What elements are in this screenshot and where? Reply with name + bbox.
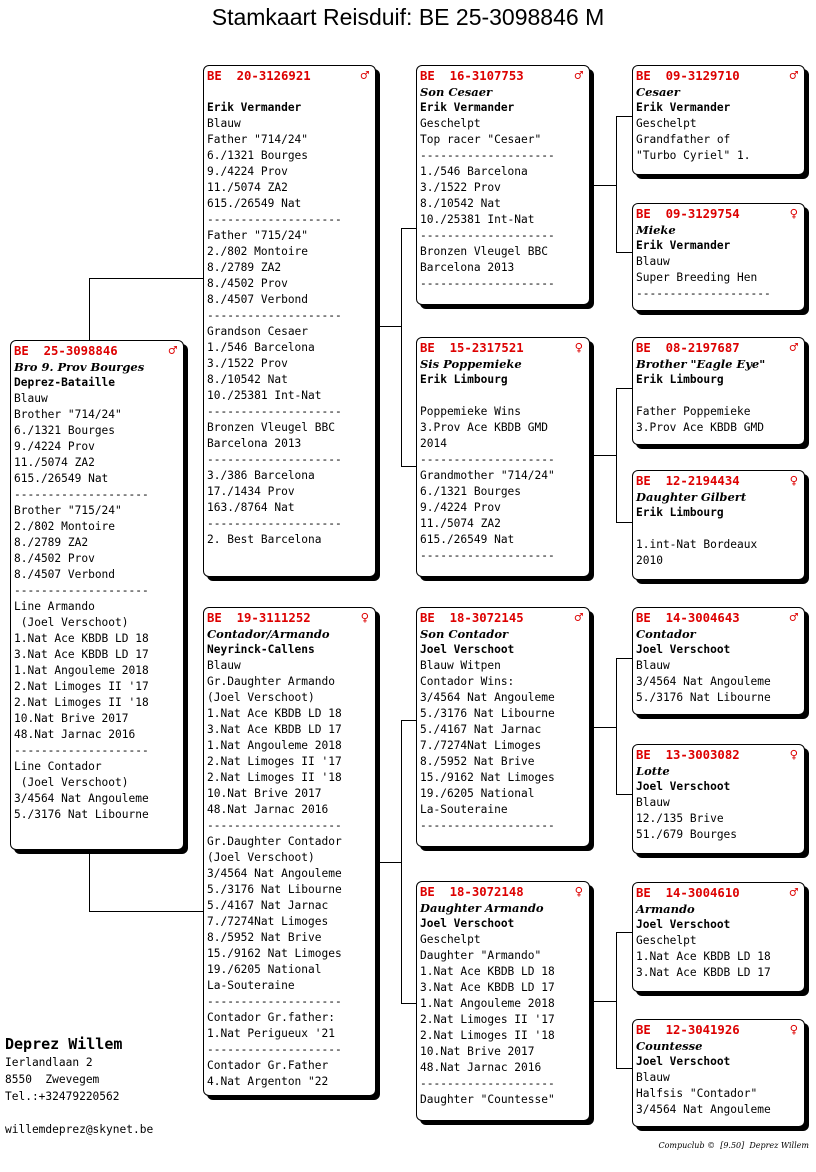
breeder-name: Erik Limbourg xyxy=(636,373,724,386)
card-line: 3.Nat Ace KBDB LD 17 xyxy=(14,648,149,661)
card-line: Gr.Daughter Armando xyxy=(207,675,335,688)
male-icon: ♂ xyxy=(789,610,798,626)
card-line: -------------------- xyxy=(420,149,555,162)
card-line: 15./9162 Nat Limoges xyxy=(420,771,555,784)
pigeon-card-fff xyxy=(632,65,805,175)
card-line: (Joel Verschoot) xyxy=(207,851,315,864)
card-line: 4.Nat Argenton "22 xyxy=(207,1075,329,1088)
card-line xyxy=(636,521,800,537)
card-line: -------------------- xyxy=(207,213,342,226)
connector-line xyxy=(616,794,633,795)
card-line: Blauw xyxy=(636,255,670,268)
card-line: -------------------- xyxy=(420,549,555,562)
card-line: 1.Nat Angouleme 2018 xyxy=(14,664,149,677)
ring-number xyxy=(636,885,800,901)
connector-line xyxy=(590,1001,616,1002)
ring-number-text: BE 18-3072148 xyxy=(420,885,524,899)
male-icon: ♂ xyxy=(789,340,798,356)
female-icon: ♀ xyxy=(789,747,798,763)
connector-line xyxy=(89,850,90,912)
footer-credit: Compuclub © [9.50] Deprez Willem xyxy=(658,1141,809,1150)
connector-line xyxy=(376,326,401,327)
owner-email: willemdeprez@skynet.be xyxy=(5,1123,154,1136)
card-line: -------------------- xyxy=(420,819,555,832)
pigeon-card-subject xyxy=(10,340,184,850)
card-line: 5./3176 Nat Libourne xyxy=(636,691,771,704)
ring-number xyxy=(636,610,800,626)
card-line: 8./4502 Prov xyxy=(207,277,288,290)
card-line: 3.Nat Ace KBDB LD 17 xyxy=(207,723,342,736)
card-line: Brother "715/24" xyxy=(14,504,122,517)
card-line: 6./1321 Bourges xyxy=(207,149,309,162)
card-line: 3.Prov Ace KBDB GMD xyxy=(420,421,548,434)
card-line: 3.Prov Ace KBDB GMD xyxy=(636,421,764,434)
card-line: "Turbo Cyriel" 1. xyxy=(636,149,751,162)
card-line: 10./25381 Int-Nat xyxy=(420,213,535,226)
card-line: 2.Nat Limoges II '17 xyxy=(207,755,342,768)
card-line: Grandfather of xyxy=(636,133,731,146)
card-line: 1.Nat Ace KBDB LD 18 xyxy=(14,632,149,645)
ring-number-text: BE 14-3004643 xyxy=(636,611,740,625)
card-line: 19./6205 National xyxy=(420,787,535,800)
female-icon: ♀ xyxy=(360,610,369,626)
card-line: Daughter "Armando" xyxy=(420,949,542,962)
card-line: 10.Nat Brive 2017 xyxy=(420,1045,535,1058)
card-line: 1.Nat Ace KBDB LD 18 xyxy=(420,965,555,978)
card-line: 2010 xyxy=(636,554,663,567)
card-line: Father Poppemieke xyxy=(636,405,751,418)
breeder-name: Joel Verschoot xyxy=(420,643,515,656)
card-line xyxy=(420,388,585,404)
card-line: 8./10542 Nat xyxy=(420,197,501,210)
card-line: 3.Nat Ace KBDB LD 17 xyxy=(636,966,771,979)
card-line: -------------------- xyxy=(207,819,342,832)
card-line: -------------------- xyxy=(14,488,149,501)
male-icon: ♂ xyxy=(168,343,177,359)
ring-number xyxy=(420,884,585,900)
card-line: Blauw xyxy=(636,796,670,809)
card-line: 3/4564 Nat Angouleme xyxy=(207,867,342,880)
card-line: Daughter "Countesse" xyxy=(420,1093,555,1106)
card-line: (Joel Verschoot) xyxy=(14,776,129,789)
male-icon: ♂ xyxy=(360,68,369,84)
breeder-name: Joel Verschoot xyxy=(636,918,731,931)
owner-block xyxy=(5,1034,153,1138)
card-line: 17./1434 Prov xyxy=(207,485,295,498)
ring-number-text: BE 13-3003082 xyxy=(636,748,740,762)
ring-number xyxy=(420,68,585,84)
card-line: 615./26549 Nat xyxy=(14,472,109,485)
connector-line xyxy=(401,1003,417,1004)
card-line: Geschelpt xyxy=(636,934,697,947)
male-icon: ♂ xyxy=(789,885,798,901)
breeder-name: Joel Verschoot xyxy=(420,917,515,930)
card-line: 2.Nat Limoges II '18 xyxy=(207,771,342,784)
owner-phone: Tel.:+32479220562 xyxy=(5,1090,120,1103)
card-line: 6./1321 Bourges xyxy=(420,485,522,498)
ring-number-text: BE 08-2197687 xyxy=(636,341,740,355)
card-line: Father "715/24" xyxy=(207,229,309,242)
connector-line xyxy=(89,278,204,279)
card-line: -------------------- xyxy=(636,287,771,300)
connector-line xyxy=(376,862,401,863)
card-line: 1.Nat Angouleme 2018 xyxy=(207,739,342,752)
card-line: Barcelona 2013 xyxy=(420,261,515,274)
card-line: -------------------- xyxy=(207,453,342,466)
breeder-name: Joel Verschoot xyxy=(636,1055,731,1068)
pigeon-card-father-mother xyxy=(416,337,590,577)
card-line: Contador Gr.Father xyxy=(207,1059,329,1072)
pigeon-card-mfm xyxy=(632,744,805,854)
breeder-name: Erik Limbourg xyxy=(636,506,724,519)
card-line: Halfsis "Contador" xyxy=(636,1087,758,1100)
card-line: Poppemieke Wins xyxy=(420,405,522,418)
card-line: 3./1522 Prov xyxy=(207,357,288,370)
connector-line xyxy=(616,658,617,795)
ring-number xyxy=(420,610,585,626)
page-title: Stamkaart Reisduif: BE 25-3098846 M xyxy=(211,4,605,30)
pigeon-card-mmf xyxy=(632,882,805,992)
card-line: -------------------- xyxy=(420,277,555,290)
connector-line xyxy=(616,658,633,659)
card-line: (Joel Verschoot) xyxy=(207,691,315,704)
card-line: -------------------- xyxy=(420,229,555,242)
card-line: 48.Nat Jarnac 2016 xyxy=(420,1061,542,1074)
female-icon: ♀ xyxy=(789,206,798,222)
breeder-name: Erik Vermander xyxy=(207,101,302,114)
connector-line xyxy=(616,932,633,933)
card-line: 9./4224 Prov xyxy=(420,501,501,514)
owner-address: Ierlandlaan 2 xyxy=(5,1056,93,1069)
card-line: La-Souteraine xyxy=(207,979,295,992)
ring-number xyxy=(636,1022,800,1038)
card-line: 9./4224 Prov xyxy=(14,440,95,453)
ring-number-text: BE 25-3098846 xyxy=(14,344,118,358)
connector-line xyxy=(616,932,617,1069)
card-line: Blauw Witpen xyxy=(420,659,501,672)
pigeon-nickname: Brother "Eagle Eye" xyxy=(636,357,766,371)
card-line: La-Souteraine xyxy=(420,803,508,816)
card-line: Super Breeding Hen xyxy=(636,271,758,284)
card-line: 3/4564 Nat Angouleme xyxy=(14,792,149,805)
card-line: 8./4507 Verbond xyxy=(207,293,309,306)
card-line: 2.Nat Limoges II '18 xyxy=(14,696,149,709)
connector-line xyxy=(401,228,402,467)
connector-line xyxy=(616,1068,633,1069)
card-line: 8./10542 Nat xyxy=(207,373,288,386)
ring-number-text: BE 18-3072145 xyxy=(420,611,524,625)
pigeon-card-mother xyxy=(203,607,376,1096)
connector-line xyxy=(616,116,617,253)
card-line: 3./1522 Prov xyxy=(420,181,501,194)
connector-line xyxy=(401,228,417,229)
connector-line xyxy=(401,466,417,467)
card-line: 615./26549 Nat xyxy=(207,197,302,210)
card-line: -------------------- xyxy=(420,1077,555,1090)
ring-number xyxy=(636,68,800,84)
card-line: 3./386 Barcelona xyxy=(207,469,315,482)
card-line: Top racer "Cesaer" xyxy=(420,133,542,146)
pigeon-nickname: Cesaer xyxy=(636,85,680,99)
pigeon-nickname: Armando xyxy=(636,902,695,916)
card-line: 19./6205 National xyxy=(207,963,322,976)
card-line: 5./3176 Nat Libourne xyxy=(14,808,149,821)
pigeon-card-mmm xyxy=(632,1019,805,1127)
pigeon-card-mother-mother xyxy=(416,881,590,1121)
female-icon: ♀ xyxy=(789,473,798,489)
card-line: Gr.Daughter Contador xyxy=(207,835,342,848)
breeder-name: Erik Vermander xyxy=(636,239,731,252)
card-line: 6./1321 Bourges xyxy=(14,424,116,437)
card-line: Line Armando xyxy=(14,600,95,613)
card-line: 2.Nat Limoges II '17 xyxy=(420,1013,555,1026)
card-line: 11./5074 ZA2 xyxy=(207,181,288,194)
breeder-name: Erik Limbourg xyxy=(420,373,508,386)
card-line: Contador Wins: xyxy=(420,675,515,688)
card-line: 5./3176 Nat Libourne xyxy=(207,883,342,896)
pigeon-nickname: Son Cesaer xyxy=(420,85,493,99)
card-line: 2.Nat Limoges II '18 xyxy=(420,1029,555,1042)
pigeon-nickname: Countesse xyxy=(636,1039,703,1053)
pigeon-nickname: Mieke xyxy=(636,223,676,237)
female-icon: ♀ xyxy=(574,884,583,900)
card-line: 5./3176 Nat Libourne xyxy=(420,707,555,720)
pigeon-card-father-father xyxy=(416,65,590,305)
card-line: Brother "714/24" xyxy=(14,408,122,421)
pigeon-nickname: Son Contador xyxy=(420,627,509,641)
card-line: 8./5952 Nat Brive xyxy=(420,755,535,768)
card-line: 5./4167 Nat Jarnac xyxy=(420,723,542,736)
ring-number-text: BE 09-3129710 xyxy=(636,69,740,83)
card-line: (Joel Verschoot) xyxy=(14,616,129,629)
card-line: Grandson Cesaer xyxy=(207,325,309,338)
ring-number-text: BE 12-3041926 xyxy=(636,1023,740,1037)
card-line: 2./802 Montoire xyxy=(207,245,309,258)
card-line: 1./546 Barcelona xyxy=(207,341,315,354)
connector-line xyxy=(616,116,633,117)
breeder-name: Erik Vermander xyxy=(636,101,731,114)
female-icon: ♀ xyxy=(574,340,583,356)
pigeon-card-fmm xyxy=(632,470,805,580)
female-icon: ♀ xyxy=(789,1022,798,1038)
connector-line xyxy=(590,455,616,456)
card-line: 10.Nat Brive 2017 xyxy=(14,712,129,725)
card-line: Father "714/24" xyxy=(207,133,309,146)
breeder-name: Joel Verschoot xyxy=(636,643,731,656)
card-line: 3/4564 Nat Angouleme xyxy=(420,691,555,704)
card-line: 8./2789 ZA2 xyxy=(207,261,282,274)
breeder-name: Erik Vermander xyxy=(420,101,515,114)
pigeon-card-fmf xyxy=(632,337,805,445)
card-line: Blauw xyxy=(636,1071,670,1084)
card-line: 5./4167 Nat Jarnac xyxy=(207,899,329,912)
card-line xyxy=(636,388,800,404)
ring-number-text: BE 20-3126921 xyxy=(207,69,311,83)
ring-number xyxy=(420,340,585,356)
card-line: 48.Nat Jarnac 2016 xyxy=(14,728,136,741)
ring-number-text: BE 09-3129754 xyxy=(636,207,740,221)
ring-number-text: BE 16-3107753 xyxy=(420,69,524,83)
card-line: 8./4502 Prov xyxy=(14,552,95,565)
card-line: -------------------- xyxy=(207,405,342,418)
ring-number xyxy=(14,343,179,359)
card-line: 10.Nat Brive 2017 xyxy=(207,787,322,800)
card-line: 615./26549 Nat xyxy=(420,533,515,546)
owner-name: Deprez Willem xyxy=(5,1035,123,1053)
card-line: -------------------- xyxy=(207,1043,342,1056)
pigeon-nickname: Daughter Armando xyxy=(420,901,544,915)
connector-line xyxy=(616,388,633,389)
card-line: -------------------- xyxy=(207,517,342,530)
connector-line xyxy=(616,522,633,523)
pigeon-card-father xyxy=(203,65,376,577)
ring-number xyxy=(636,747,800,763)
pigeon-card-mff xyxy=(632,607,805,715)
ring-number xyxy=(207,610,371,626)
card-line: 8./5952 Nat Brive xyxy=(207,931,322,944)
connector-line xyxy=(401,720,402,1004)
card-line: 3.Nat Ace KBDB LD 17 xyxy=(420,981,555,994)
connector-line xyxy=(89,278,90,341)
card-line: 2. Best Barcelona xyxy=(207,533,322,546)
ring-number xyxy=(636,340,800,356)
card-line: 1.Nat Perigueux '21 xyxy=(207,1027,335,1040)
pigeon-nickname: Sis Poppemieke xyxy=(420,357,522,371)
card-line: 7./7274Nat Limoges xyxy=(420,739,542,752)
ring-number-text: BE 15-2317521 xyxy=(420,341,524,355)
card-line: 1.Nat Ace KBDB LD 18 xyxy=(207,707,342,720)
card-line: 3/4564 Nat Angouleme xyxy=(636,1103,771,1116)
card-line: -------------------- xyxy=(207,995,342,1008)
male-icon: ♂ xyxy=(574,610,583,626)
card-line xyxy=(207,84,371,100)
connector-line xyxy=(590,185,616,186)
card-line: 1.Nat Ace KBDB LD 18 xyxy=(636,950,771,963)
card-line: 1.int-Nat Bordeaux xyxy=(636,538,758,551)
card-line: 10./25381 Int-Nat xyxy=(207,389,322,402)
male-icon: ♂ xyxy=(789,68,798,84)
ring-number xyxy=(636,473,800,489)
card-line: Grandmother "714/24" xyxy=(420,469,555,482)
pigeon-nickname: Lotte xyxy=(636,764,670,778)
card-line: 15./9162 Nat Limoges xyxy=(207,947,342,960)
owner-city: 8550 Zwevegem xyxy=(5,1073,100,1086)
card-line: Contador Gr.father: xyxy=(207,1011,335,1024)
card-line: 12./135 Brive xyxy=(636,812,724,825)
card-line: Geschelpt xyxy=(636,117,697,130)
card-line: Blauw xyxy=(636,659,670,672)
card-line: -------------------- xyxy=(14,584,149,597)
card-line: Blauw xyxy=(14,392,48,405)
pigeon-nickname: Daughter Gilbert xyxy=(636,490,747,504)
card-line: 2./802 Montoire xyxy=(14,520,116,533)
pigeon-nickname: Contador/Armando xyxy=(207,627,330,641)
male-icon: ♂ xyxy=(574,68,583,84)
card-line: 48.Nat Jarnac 2016 xyxy=(207,803,329,816)
card-line: 11./5074 ZA2 xyxy=(14,456,95,469)
pigeon-nickname: Contador xyxy=(636,627,696,641)
card-line: Bronzen Vleugel BBC xyxy=(207,421,335,434)
card-line: 163./8764 Nat xyxy=(207,501,295,514)
card-line: 7./7274Nat Limoges xyxy=(207,915,329,928)
ring-number-text: BE 14-3004610 xyxy=(636,886,740,900)
connector-line xyxy=(401,720,417,721)
pigeon-card-ffm xyxy=(632,203,805,311)
card-line: -------------------- xyxy=(14,744,149,757)
card-line: 1.Nat Angouleme 2018 xyxy=(420,997,555,1010)
breeder-name: Deprez-Bataille xyxy=(14,376,116,389)
card-line: 8./2789 ZA2 xyxy=(14,536,89,549)
card-line: -------------------- xyxy=(207,309,342,322)
ring-number xyxy=(636,206,800,222)
connector-line xyxy=(616,388,617,523)
card-line: 9./4224 Prov xyxy=(207,165,288,178)
card-line: Barcelona 2013 xyxy=(207,437,302,450)
card-line: 11./5074 ZA2 xyxy=(420,517,501,530)
ring-number-text: BE 12-2194434 xyxy=(636,474,740,488)
card-line: Bronzen Vleugel BBC xyxy=(420,245,548,258)
connector-line xyxy=(616,252,633,253)
card-line: 1./546 Barcelona xyxy=(420,165,528,178)
ring-number-text: BE 19-3111252 xyxy=(207,611,311,625)
card-line: Blauw xyxy=(207,117,241,130)
card-line: 3/4564 Nat Angouleme xyxy=(636,675,771,688)
pigeon-card-mother-father xyxy=(416,607,590,847)
card-line: Blauw xyxy=(207,659,241,672)
card-line: 51./679 Bourges xyxy=(636,828,738,841)
card-line: -------------------- xyxy=(420,453,555,466)
card-line: 2.Nat Limoges II '17 xyxy=(14,680,149,693)
breeder-name: Neyrinck-Callens xyxy=(207,643,315,656)
card-line: Geschelpt xyxy=(420,117,481,130)
card-line: Line Contador xyxy=(14,760,102,773)
connector-line xyxy=(89,911,204,912)
connector-line xyxy=(590,727,616,728)
breeder-name: Joel Verschoot xyxy=(636,780,731,793)
ring-number xyxy=(207,68,371,84)
card-line: Geschelpt xyxy=(420,933,481,946)
card-line: 8./4507 Verbond xyxy=(14,568,116,581)
pigeon-nickname: Bro 9. Prov Bourges xyxy=(14,360,145,374)
card-line: 2014 xyxy=(420,437,447,450)
